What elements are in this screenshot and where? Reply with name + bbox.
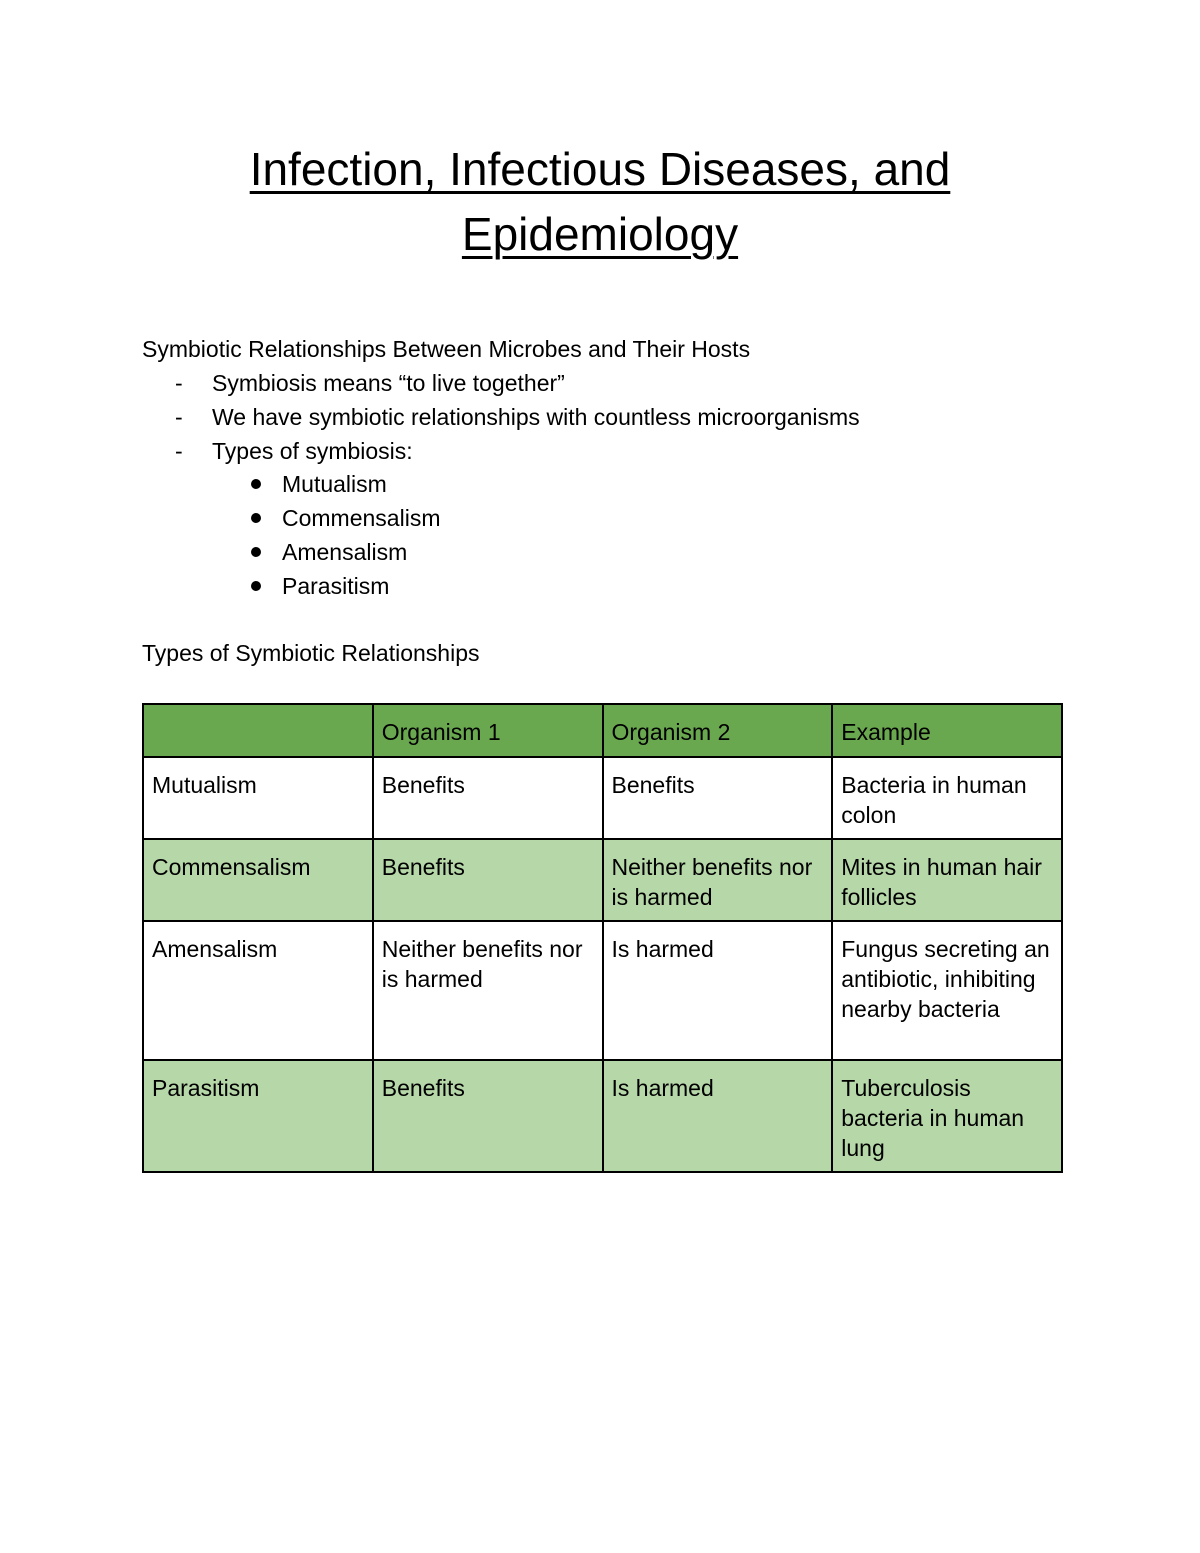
- bullet-dot-icon: [251, 479, 261, 489]
- table-cell: Benefits: [603, 757, 833, 839]
- document-title-line-2: Epidemiology: [461, 208, 739, 260]
- table-cell: Benefits: [373, 839, 603, 921]
- table-cell: Mites in human hair follicles: [832, 839, 1062, 921]
- table-cell: Is harmed: [603, 1060, 833, 1172]
- table-cell: Benefits: [373, 757, 603, 839]
- table-header-row: [143, 704, 1062, 757]
- document-title-line-1: Infection, Infectious Diseases, and: [249, 143, 951, 195]
- dash-bullet: -: [175, 438, 183, 464]
- table-row: [143, 757, 1062, 839]
- table-header-cell: Example: [832, 704, 1062, 757]
- section-heading-types-table: Types of Symbiotic Relationships: [142, 640, 480, 666]
- list-item: Types of symbiosis:: [212, 438, 413, 464]
- table-row: [143, 1060, 1062, 1172]
- table-cell: Amensalism: [143, 921, 373, 1060]
- table-cell: Fungus secreting an antibiotic, inhibiting nearby bacteria: [832, 921, 1062, 1060]
- table-cell: Neither benefits nor is harmed: [603, 839, 833, 921]
- table-header-cell: Organism 1: [373, 704, 603, 757]
- symbiosis-type-item: Amensalism: [282, 539, 408, 565]
- symbiosis-type-item: Mutualism: [282, 471, 387, 497]
- symbiosis-type-item: Parasitism: [282, 573, 390, 599]
- symbiotic-relationships-table: [142, 703, 1063, 1173]
- table-row: [143, 921, 1062, 1060]
- table-header-cell: Organism 2: [603, 704, 833, 757]
- table-row: [143, 839, 1062, 921]
- table-cell: Commensalism: [143, 839, 373, 921]
- symbiosis-type-item: Commensalism: [282, 505, 441, 531]
- bullet-dot-icon: [251, 581, 261, 591]
- table-cell: Neither benefits nor is harmed: [373, 921, 603, 1060]
- list-item: Symbiosis means “to live together”: [212, 370, 565, 396]
- table-header-cell: [143, 704, 373, 757]
- table-cell: Is harmed: [603, 921, 833, 1060]
- table-cell: Benefits: [373, 1060, 603, 1172]
- table-cell: Mutualism: [143, 757, 373, 839]
- list-item: We have symbiotic relationships with countless microorganisms: [212, 404, 860, 430]
- section-heading-symbiotic-relationships: Symbiotic Relationships Between Microbes and Their Hosts: [142, 336, 751, 362]
- bullet-dot-icon: [251, 513, 261, 523]
- table-cell: Parasitism: [143, 1060, 373, 1172]
- dash-bullet: -: [175, 370, 183, 396]
- table-cell: Tuberculosis bacteria in human lung: [832, 1060, 1062, 1172]
- bullet-dot-icon: [251, 547, 261, 557]
- dash-bullet: -: [175, 404, 183, 430]
- table-cell: Bacteria in human colon: [832, 757, 1062, 839]
